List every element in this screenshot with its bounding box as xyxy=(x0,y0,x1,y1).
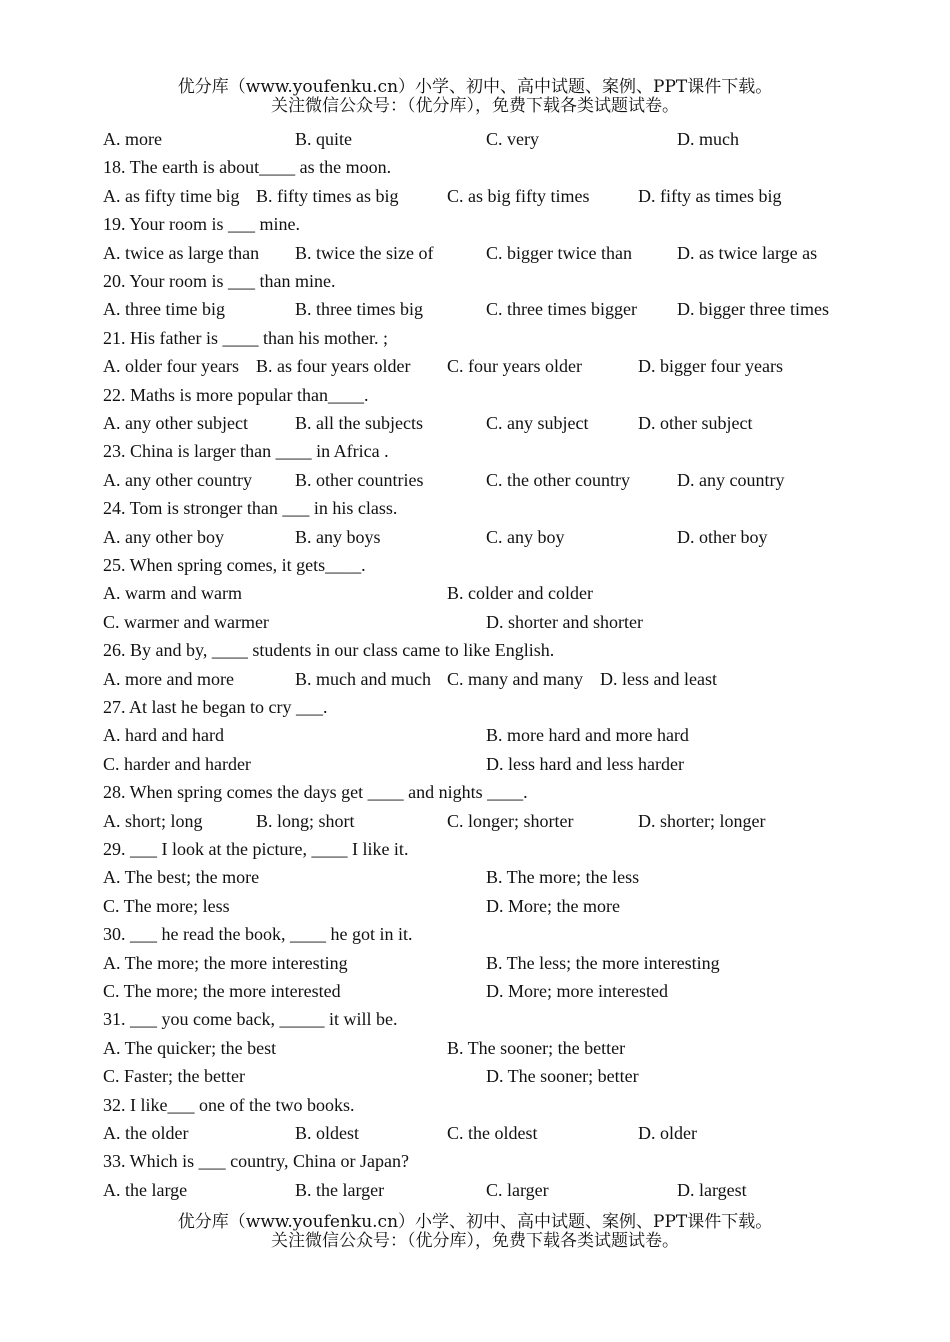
option-b: B. three times big xyxy=(295,299,423,320)
question-line xyxy=(0,494,950,522)
option-c: C. longer; shorter xyxy=(447,810,574,831)
option-d: D. fifty as times big xyxy=(638,185,782,206)
page-header xyxy=(0,78,950,116)
option-a: A. hard and hard xyxy=(103,725,224,746)
option-c: C. many and many xyxy=(447,668,583,689)
option-b: B. as four years older xyxy=(256,356,411,377)
options-line xyxy=(0,863,950,891)
option-a: A. the large xyxy=(103,1179,188,1200)
question-line xyxy=(0,1091,950,1119)
option-c: C. The more; less xyxy=(103,895,230,916)
option-a: A. three time big xyxy=(103,299,225,320)
question-text: 25. When spring comes, it gets____. xyxy=(103,555,366,575)
option-b: B. long; short xyxy=(256,810,355,831)
option-a: A. any other subject xyxy=(103,413,248,433)
option-b: B. any boys xyxy=(295,526,381,547)
option-c: C. The more; the more interested xyxy=(103,981,341,1001)
option-d: D. less hard and less harder xyxy=(486,753,684,774)
option-c: C. very xyxy=(486,129,539,149)
question-text: 23. China is larger than ____ in Africa . xyxy=(103,441,389,462)
options-line xyxy=(0,807,950,835)
question-text: 32. I like___ one of the two books. xyxy=(103,1094,355,1115)
option-b: B. more hard and more hard xyxy=(486,725,689,746)
option-d: D. largest xyxy=(677,1179,747,1200)
option-a: A. any other boy xyxy=(103,526,224,547)
options-line xyxy=(0,579,950,607)
option-a: A. The more; the more interesting xyxy=(103,952,348,973)
question-text: 26. By and by, ____ students in our class came to like English. xyxy=(103,640,555,661)
option-a: A. the older xyxy=(103,1123,189,1143)
question-line xyxy=(0,551,950,579)
options-line xyxy=(0,949,950,977)
question-text: 19. Your room is ___ mine. xyxy=(103,214,301,235)
option-a: A. The quicker; the best xyxy=(103,1037,277,1058)
options-line xyxy=(0,1034,950,1062)
option-b: B. colder and colder xyxy=(447,583,593,604)
option-b: B. The sooner; the better xyxy=(447,1037,626,1058)
options-line xyxy=(0,721,950,749)
question-line xyxy=(0,778,950,806)
options-line xyxy=(0,523,950,551)
option-a: A. older four years xyxy=(103,356,239,377)
option-c: C. warmer and warmer xyxy=(103,611,269,632)
option-c: C. any subject xyxy=(486,413,589,433)
option-b: B. The less; the more interesting xyxy=(486,952,720,973)
question-text: 29. ___ I look at the picture, ____ I like it. xyxy=(103,839,409,859)
options-line xyxy=(0,239,950,267)
option-d: D. much xyxy=(677,129,739,149)
option-a: A. short; long xyxy=(103,810,203,831)
question-text: 30. ___ he read the book, ____ he got in it. xyxy=(103,924,413,945)
options-line xyxy=(0,1119,950,1147)
option-c: C. four years older xyxy=(447,356,582,377)
option-d: D. shorter and shorter xyxy=(486,611,643,632)
options-line xyxy=(0,466,950,494)
option-c: C. as big fifty times xyxy=(447,185,590,206)
question-text: 24. Tom is stronger than ___ in his class. xyxy=(103,498,398,519)
page-footer xyxy=(0,1213,950,1251)
question-text: 31. ___ you come back, _____ it will be. xyxy=(103,1009,398,1030)
option-c: C. the other country xyxy=(486,469,630,490)
question-line xyxy=(0,153,950,181)
option-b: B. fifty times as big xyxy=(256,185,399,206)
question-text: 18. The earth is about____ as the moon. xyxy=(103,157,392,178)
question-text: 20. Your room is ___ than mine. xyxy=(103,271,336,291)
option-d: D. More; more interested xyxy=(486,981,668,1001)
option-d: D. other subject xyxy=(638,413,753,433)
option-c: C. bigger twice than xyxy=(486,242,632,263)
footer-line-2: 关注微信公众号：（优分库），免费下载各类试题试卷。 xyxy=(271,1231,679,1251)
option-d: D. less and least xyxy=(600,668,717,689)
question-line xyxy=(0,835,950,863)
options-line xyxy=(0,608,950,636)
option-d: D. as twice large as xyxy=(677,242,818,263)
option-b: B. The more; the less xyxy=(486,867,640,888)
option-d: D. older xyxy=(638,1123,697,1143)
question-text: 28. When spring comes the days get ____ and nights ____. xyxy=(103,782,528,803)
options-line xyxy=(0,1176,950,1204)
question-line xyxy=(0,437,950,465)
question-line xyxy=(0,324,950,352)
option-b: B. oldest xyxy=(295,1123,360,1143)
option-a: A. twice as large than xyxy=(103,242,260,263)
options-line xyxy=(0,977,950,1005)
option-a: A. warm and warm xyxy=(103,583,242,604)
question-line xyxy=(0,920,950,948)
option-c: C. Faster; the better xyxy=(103,1066,245,1087)
header-line-1: 优分库（www.youfenku.cn）小学、初中、高中试题、案例、PPT课件下载。 xyxy=(177,77,773,97)
option-d: D. other boy xyxy=(677,526,768,547)
options-line xyxy=(0,409,950,437)
option-a: A. as fifty time big xyxy=(103,185,240,206)
option-d: D. The sooner; better xyxy=(486,1066,639,1087)
question-line xyxy=(0,1147,950,1175)
question-text: 33. Which is ___ country, China or Japan? xyxy=(103,1151,409,1172)
question-line xyxy=(0,1005,950,1033)
options-line xyxy=(0,182,950,210)
option-a: A. The best; the more xyxy=(103,867,260,888)
option-c: C. the oldest xyxy=(447,1123,538,1143)
question-text: 21. His father is ____ than his mother. ; xyxy=(103,327,388,348)
option-c: C. larger xyxy=(486,1179,549,1200)
option-a: A. more xyxy=(103,129,162,149)
option-d: D. bigger three times xyxy=(677,299,829,320)
options-line xyxy=(0,352,950,380)
option-c: C. any boy xyxy=(486,526,565,547)
options-line xyxy=(0,665,950,693)
option-d: D. shorter; longer xyxy=(638,810,766,831)
options-line xyxy=(0,892,950,920)
option-c: C. three times bigger xyxy=(486,299,637,320)
option-b: B. the larger xyxy=(295,1179,385,1200)
option-b: B. other countries xyxy=(295,469,424,490)
header-line-2: 关注微信公众号：（优分库），免费下载各类试题试卷。 xyxy=(271,96,679,116)
question-line xyxy=(0,693,950,721)
option-b: B. quite xyxy=(295,129,352,149)
option-a: A. any other country xyxy=(103,469,252,490)
option-d: D. bigger four years xyxy=(638,356,783,377)
question-line xyxy=(0,210,950,238)
options-line xyxy=(0,750,950,778)
option-d: D. any country xyxy=(677,469,785,490)
options-line xyxy=(0,295,950,323)
question-text: 22. Maths is more popular than____. xyxy=(103,384,369,405)
option-c: C. harder and harder xyxy=(103,753,251,774)
option-b: B. much and much xyxy=(295,668,431,689)
question-text: 27. At last he began to cry ___. xyxy=(103,697,328,717)
question-line xyxy=(0,636,950,664)
options-line xyxy=(0,1062,950,1090)
option-d: D. More; the more xyxy=(486,895,620,916)
option-a: A. more and more xyxy=(103,668,234,689)
options-line xyxy=(0,125,950,153)
question-line xyxy=(0,381,950,409)
option-b: B. twice the size of xyxy=(295,242,434,263)
option-b: B. all the subjects xyxy=(295,413,423,433)
question-line xyxy=(0,267,950,295)
footer-line-1: 优分库（www.youfenku.cn）小学、初中、高中试题、案例、PPT课件下载。 xyxy=(177,1212,773,1232)
